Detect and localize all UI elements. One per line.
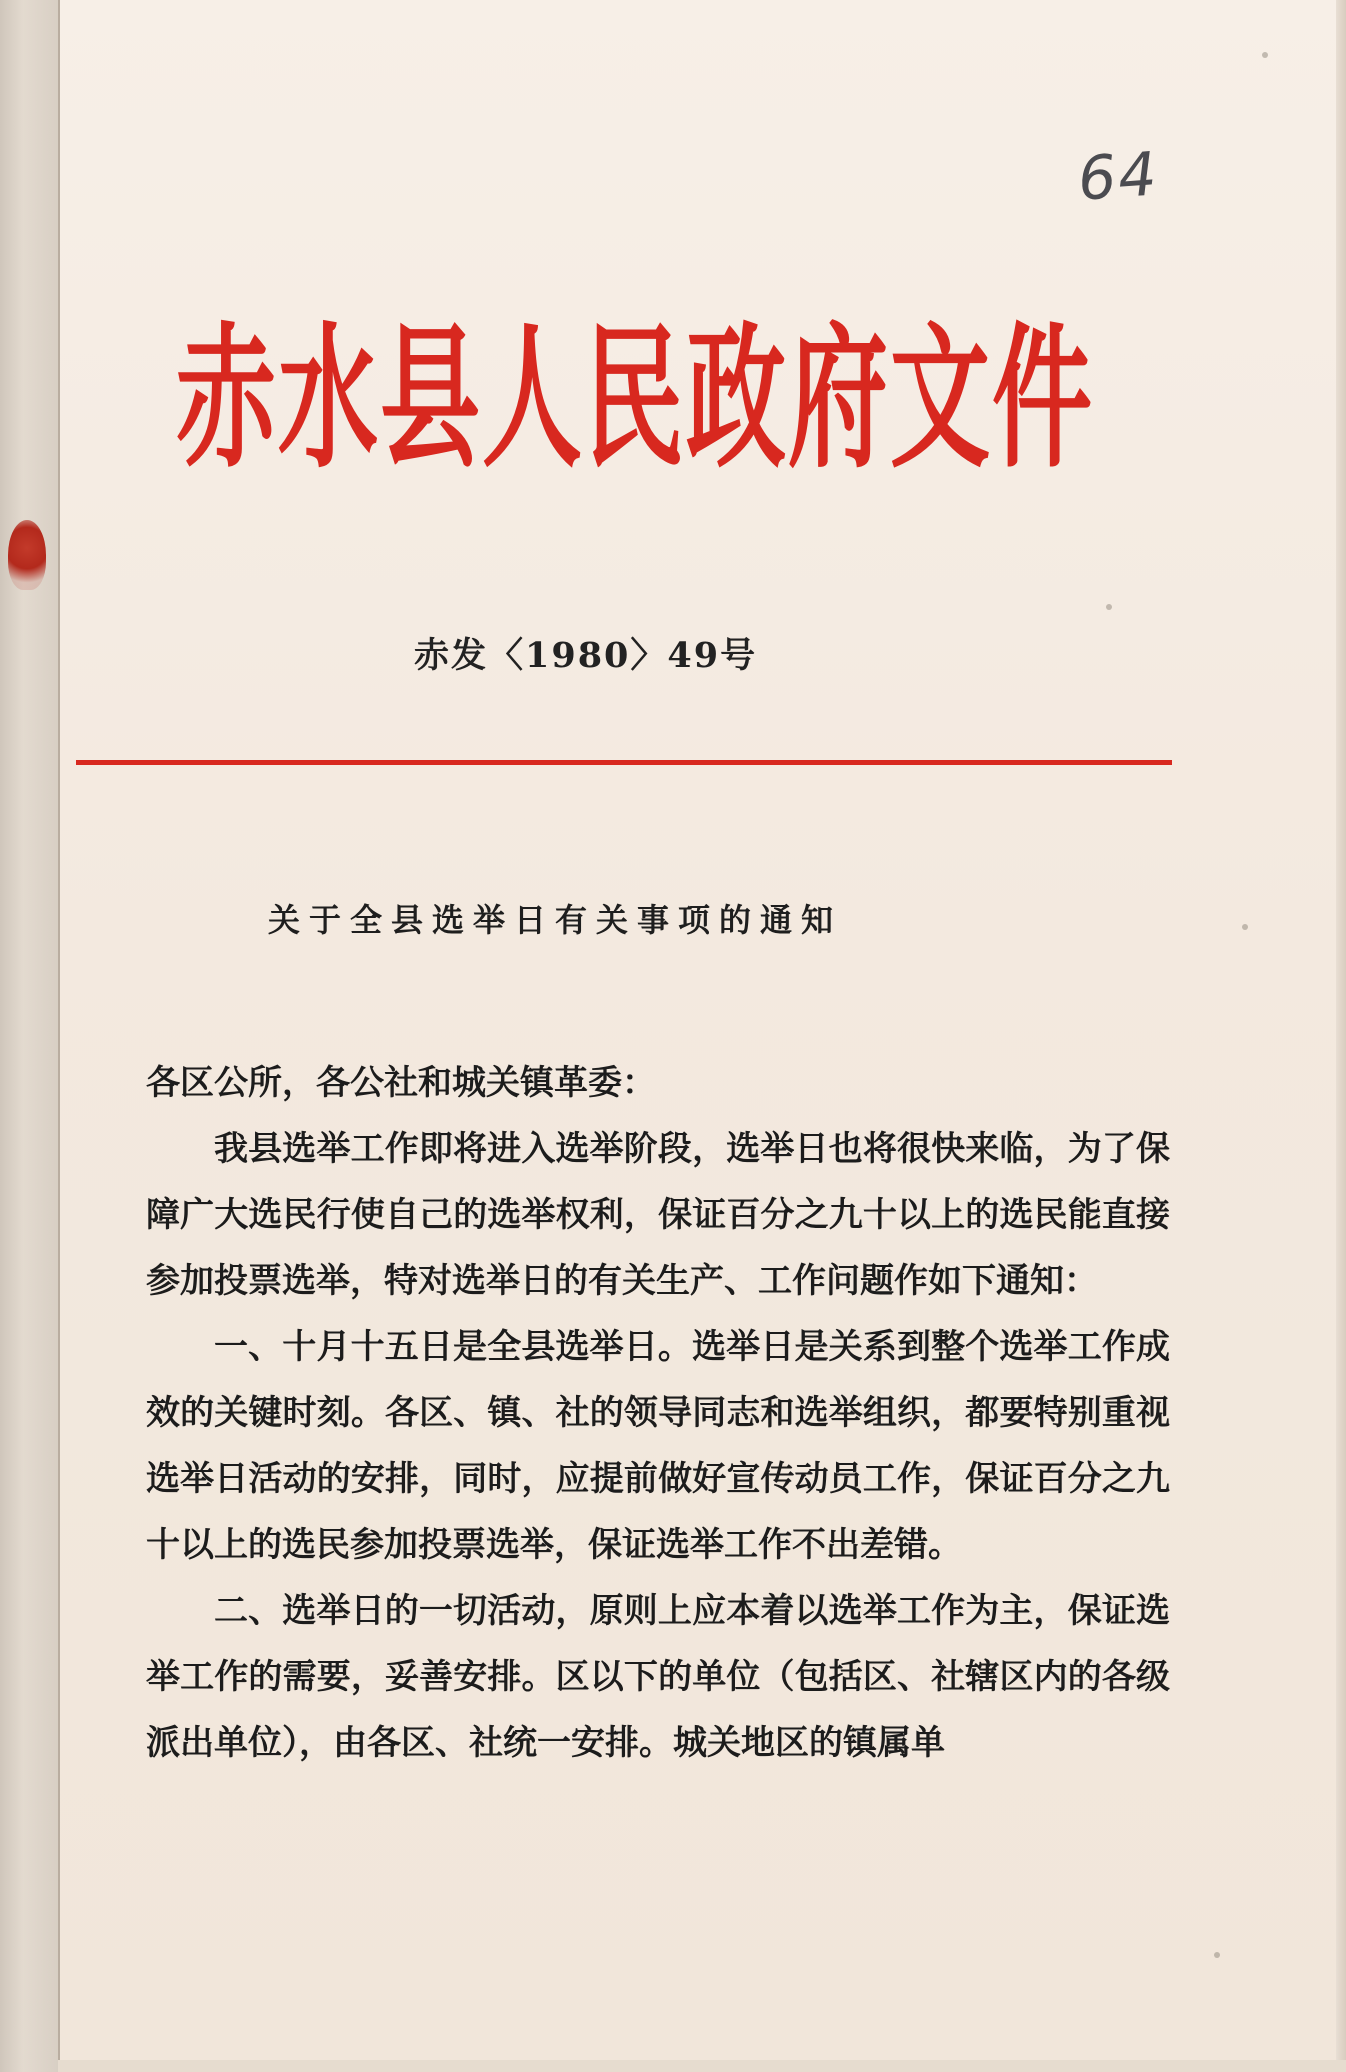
body-paragraph: 二、选举日的一切活动，原则上应本着以选举工作为主，保证选举工作的需要，妥善安排。区以下的单位（包括区、社辖区内的各级派出单位），由各区、社统一安排。城关地区的镇属单 [146,1591,1170,1763]
red-divider-line [76,760,1172,765]
salutation: 各区公所，各公社和城关镇革委： [146,1063,656,1103]
document-body [146,1050,1170,1776]
paper-speck [1214,1952,1220,1958]
binding-seal-mark [8,520,46,590]
issuer-header: 赤水县人民政府文件 [176,308,1094,490]
paper-speck [1242,924,1248,930]
page-bottom-edge [58,2060,1346,2072]
page-right-edge [1336,0,1346,2072]
paper-speck [1262,52,1268,58]
paper-speck [1106,604,1112,610]
handwritten-page-number: 64 [1075,139,1161,215]
binding-strip [0,0,60,2072]
body-paragraph: 一、十月十五日是全县选举日。选举日是关系到整个选举工作成效的关键时刻。各区、镇、社的领导同志和选举组织，都要特别重视选举日活动的安排，同时，应提前做好宣传动员工作，保证百分之九十以上的选民参加投票选举，保证选举工作不出差错。 [146,1327,1170,1565]
body-paragraph: 我县选举工作即将进入选举阶段，选举日也将很快来临，为了保障广大选民行使自己的选举权利，保证百分之九十以上的选民能直接参加投票选举，特对选举日的有关生产、工作问题作如下通知： [146,1129,1170,1301]
document-number: 赤发〈1980〉49号 [414,635,758,676]
notice-title: 关于全县选举日有关事项的通知 [268,901,843,939]
